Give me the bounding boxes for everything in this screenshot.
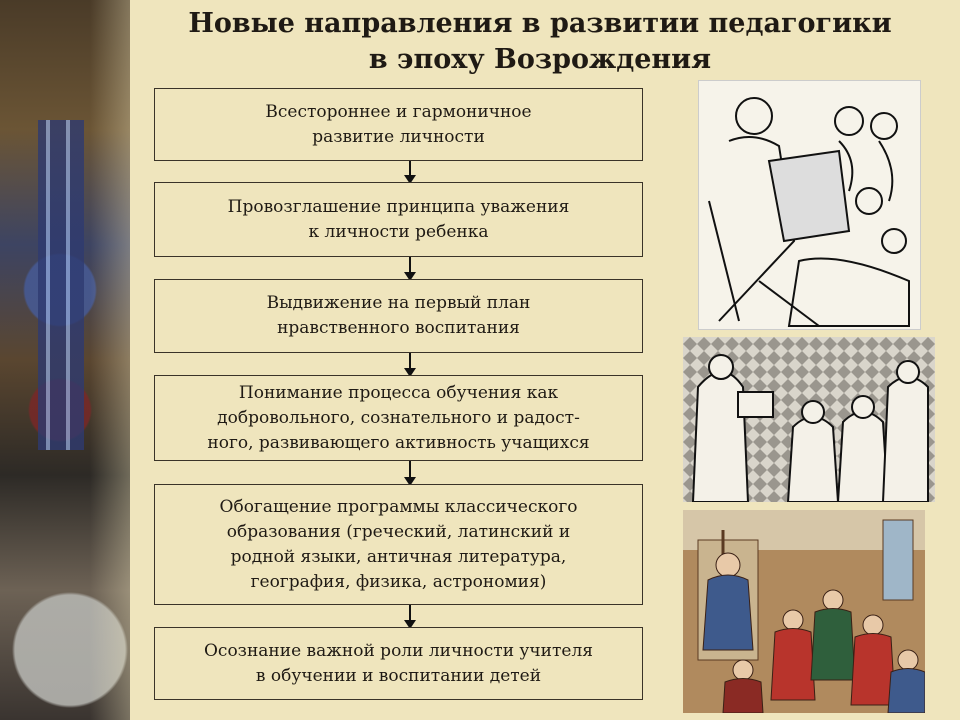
box-text-line: нравственного воспитания bbox=[277, 318, 520, 338]
flow-arrow bbox=[409, 605, 411, 627]
flow-box-3 bbox=[154, 279, 643, 353]
teacher-engraving-image bbox=[698, 80, 921, 330]
flow-box-1 bbox=[154, 88, 643, 161]
ribbon-decoration bbox=[38, 120, 84, 450]
box-text-line: Обогащение программы классического bbox=[219, 496, 578, 517]
box-text-line: в обучении и воспитании детей bbox=[255, 665, 542, 686]
flow-arrow bbox=[409, 257, 411, 279]
flow-box-4 bbox=[154, 375, 643, 461]
box-text-line: Всестороннее и гармоничное bbox=[265, 101, 532, 122]
box-text-line: к личности ребенка bbox=[308, 221, 489, 242]
lecture-woodcut-image bbox=[683, 337, 935, 502]
box-text-line: развитие личности bbox=[312, 126, 485, 147]
box-text-line: добровольного, сознательного и радост- bbox=[217, 407, 580, 428]
flow-box-6 bbox=[154, 627, 643, 700]
title-line-2: в эпоху Возрождения bbox=[368, 44, 712, 75]
flow-arrow bbox=[409, 353, 411, 375]
flow-arrow bbox=[409, 161, 411, 182]
box-text-line: Понимание процесса обучения как bbox=[238, 382, 559, 403]
title-line-1: Новые направления в развитии педагогики bbox=[188, 8, 892, 39]
flow-arrow bbox=[409, 461, 411, 484]
box-text-line: ного, развивающего активность учащихся bbox=[207, 432, 590, 453]
classroom-miniature-image bbox=[683, 510, 925, 713]
box-text-line: география, физика, астрономия) bbox=[250, 571, 547, 592]
box-text-line: родной языки, античная литература, bbox=[230, 546, 567, 567]
box-text-line: образования (греческий, латинский и bbox=[226, 521, 571, 542]
page-title bbox=[140, 6, 940, 78]
box-text-line: Выдвижение на первый план bbox=[266, 293, 531, 313]
flow-box-2 bbox=[154, 182, 643, 257]
box-text-line: Провозглашение принципа уважения bbox=[227, 196, 570, 217]
flow-box-5 bbox=[154, 484, 643, 605]
decorative-medal-photo bbox=[0, 0, 130, 720]
box-text-line: Осознание важной роли личности учителя bbox=[203, 640, 593, 661]
